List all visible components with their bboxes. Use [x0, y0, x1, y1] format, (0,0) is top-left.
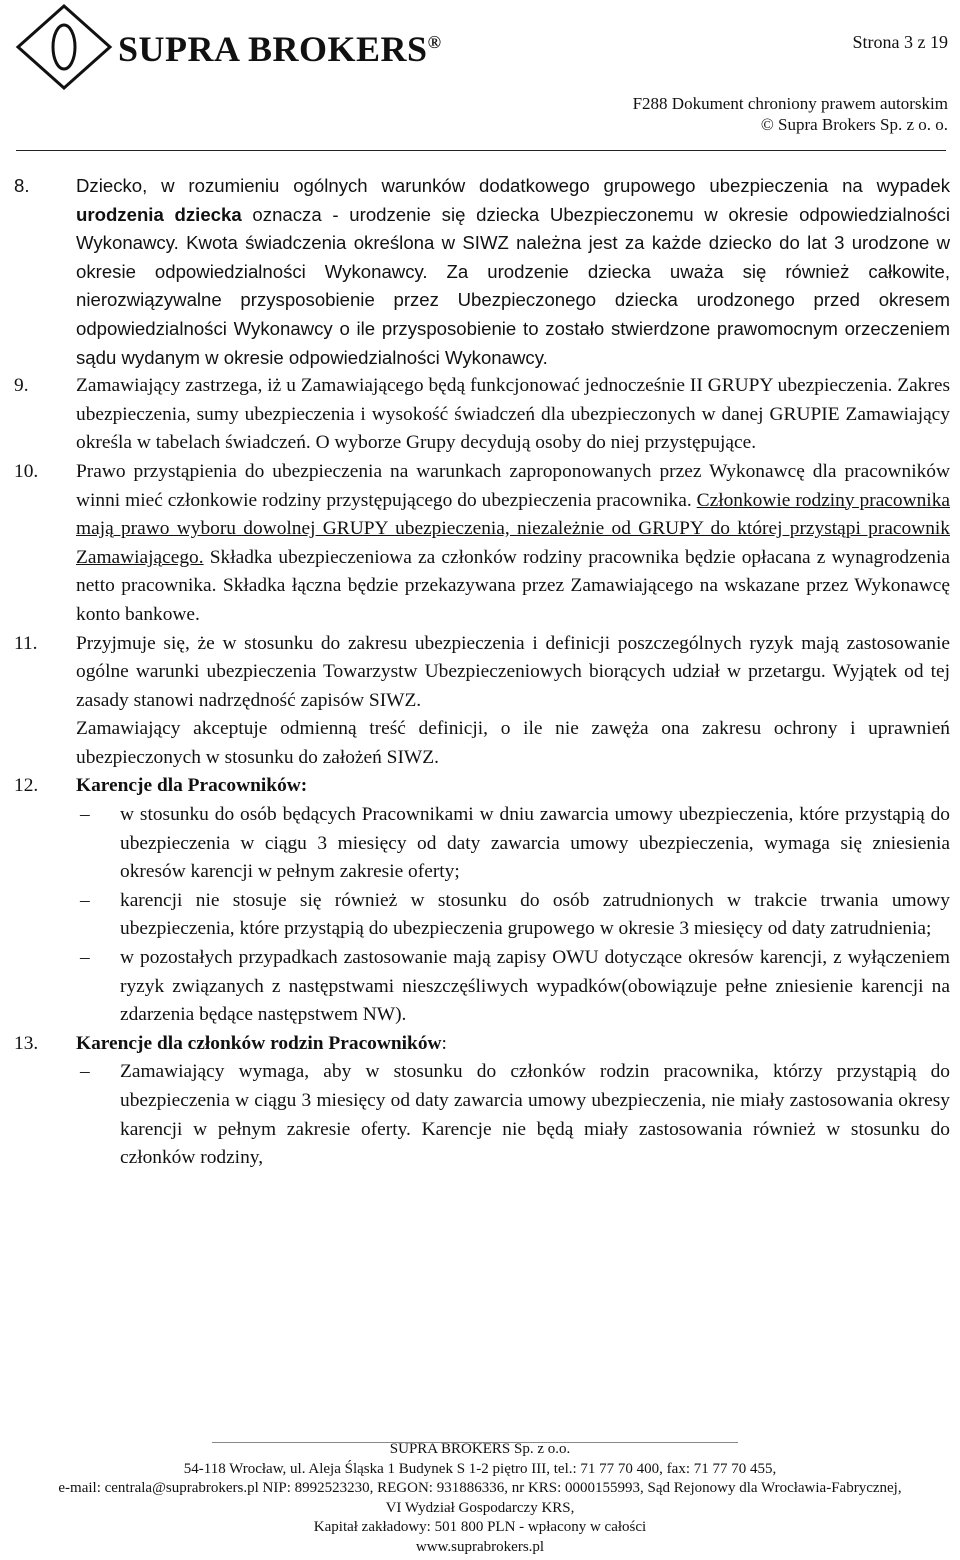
page-header [0, 0, 960, 160]
bold-term: urodzenia dziecka [76, 203, 242, 225]
dash-list [14, 1058, 950, 1172]
page-number: Strona 3 z 19 [852, 32, 948, 52]
brand-name: SUPRA BROKERS® [118, 29, 442, 69]
registered-mark: ® [427, 32, 442, 52]
footer-court-division: VI Wydział Gospodarczy KRS, [385, 1499, 575, 1516]
footer-capital: Kapitał zakładowy: 501 800 PLN - wpłacony w całości [313, 1519, 647, 1536]
dash-item: – karencji nie stosuje się również w stosunku do osób zatrudnionych w trakcie trwania umowy ubezpieczenia, które przystąpią do ubezpieczenia grupowego w okresie 3 miesięcy od daty zatrudnienia; [76, 887, 950, 944]
list-item: 11. Przyjmuje się, że w stosunku do zakresu ubezpieczenia i definicji poszczególnych ryzyk mają zastosowanie ogólne warunki ubezpieczenia Towarzystw Ubezpieczeniowych biorących udział w przetargu. Wyjątek od tej zasady stanowi nadrzędność zapisów SIWZ. Zamawiający akceptuje odmienną treść definicji, o ile nie zawęża ona zakresu ochrony i uprawnień ubezpieczonych w stosunku do założeń SIWZ. [14, 630, 950, 773]
item-number: 8. [14, 175, 30, 196]
footer-website-link[interactable]: www.suprabrokers.pl [415, 1538, 545, 1555]
footer-company: SUPRA BROKERS Sp. z o.o. [389, 1441, 571, 1457]
item-number: 11. [14, 632, 38, 654]
page-footer [0, 1440, 960, 1558]
list-item [14, 772, 950, 801]
item-number: 9. [14, 375, 29, 397]
dash-bullet-icon: – [80, 804, 90, 826]
dash-list [14, 801, 950, 1030]
dash-bullet-icon: – [80, 889, 90, 911]
copyright-owner: © Supra Brokers Sp. z o. o. [760, 115, 948, 134]
underlined-text: Członkowie rodziny pracownika mają prawo wyboru dowolnej GRUPY ubezpieczenia, niezależnie od GRUPY do której przystąpi pracownik Zamawiającego. [76, 489, 950, 568]
section-heading: Karencje dla Pracowników: [76, 775, 308, 797]
list-item: 13. Karencje dla członków rodzin Pracowników: [14, 1030, 950, 1059]
list-item: 10. Prawo przystąpienia do ubezpieczenia na warunkach zaproponowanych przez Wykonawcę dla pracowników winni mieć członkowie rodziny przystępującego do ubezpieczenia pracownika. Członkowie rodziny pracownika mają prawo wyboru dowolnej GRUPY ubezpieczenia, niezależnie od GRUPY do której przystąpi pracownik Zamawiającego. Składka ubezpieczeniowa za członków rodziny pracownika będzie opłacana z wynagrodzenia netto pracownika. Składka łączna będzie przekazywana przez Zamawiającego na wskazane przez Wykonawcę konto bankowe. [14, 458, 950, 630]
header-divider [16, 150, 946, 151]
document-body [14, 172, 950, 1173]
dash-bullet-icon: – [80, 947, 90, 969]
list-item: 8. Dziecko, w rozumieniu ogólnych warunków dodatkowego grupowego ubezpieczenia na wypadek urodzenia dziecka oznacza - urodzenie się dziecka Ubezpieczonemu w okresie odpowiedzialności Wykonawcy. Kwota świadczenia określona w SIWZ należna jest za każde dziecko do lat 3 urodzone w okresie odpowiedzialności Wykonawcy. Za urodzenie dziecka uważa się również całkowite, nierozwiązywalne przysposobienie przez Ubezpieczonego dziecka urodzonego przed okresem odpowiedzialności Wykonawcy o ile przysposobienie to zostało stwierdzone prawomocnym orzeczeniem sądu wydanym w okresie odpowiedzialności Wykonawcy. [14, 172, 950, 372]
dash-item: – Zamawiający wymaga, aby w stosunku do członków rodzin pracownika, którzy przystąpią do ubezpieczenia w ciągu 3 miesięcy od daty zawarcia umowy ubezpieczenia, nie miały zastosowania okresy karencji w pełnym zakresie oferty. Karencje nie będą miały zastosowania również w stosunku do członków rodziny, [76, 1058, 950, 1172]
list-item: 9. Zamawiający zastrzega, iż u Zamawiającego będą funkcjonować jednocześnie II GRUPY ubezpieczenia. Zakres ubezpieczenia, sumy ubezpieczenia i wysokość świadczeń dla ubezpieczonych w danej GRUPIE Zamawiający określa w tabelach świadczeń. O wyborze Grupy decydują osoby do niej przystępujące. [14, 372, 950, 458]
dash-item: – w pozostałych przypadkach zastosowanie mają zapisy OWU dotyczące okresów karencji, z wyłączeniem ryzyk związanych z następstwami nieszczęśliwych wypadków(obowiązuje pełne zniesienie karencji na zdarzenia będące następstwem NW). [76, 944, 950, 1030]
supra-brokers-logo-icon [14, 4, 114, 90]
item-number: 12. [14, 775, 39, 797]
copyright-notice: F288 Dokument chroniony prawem autorskim [632, 94, 948, 113]
footer-address: 54-118 Wrocław, ul. Aleja Śląska 1 Budynek S 1-2 piętro III, tel.: 71 77 70 400, fax: 71 77 70 455, [183, 1460, 777, 1477]
footer-registration: e-mail: centrala@suprabrokers.pl NIP: 8992523230, REGON: 931886336, nr KRS: 0000155993, Sąd Rejonowy dla Wrocławia-Fabrycznej, [58, 1480, 902, 1497]
item-number: 13. [14, 1032, 39, 1054]
dash-item: – w stosunku do osób będących Pracownikami w dniu zawarcia umowy ubezpieczenia, które przystąpią do ubezpieczenia w ciągu 3 miesięcy od daty zawarcia umowy ubezpieczenia, wymaga się zniesienia okresów karencji w pełnym zakresie oferty; [76, 801, 950, 887]
item-number: 10. [14, 460, 39, 482]
section-heading: Karencje dla członków rodzin Pracowników [76, 1032, 442, 1054]
dash-bullet-icon: – [80, 1061, 90, 1083]
